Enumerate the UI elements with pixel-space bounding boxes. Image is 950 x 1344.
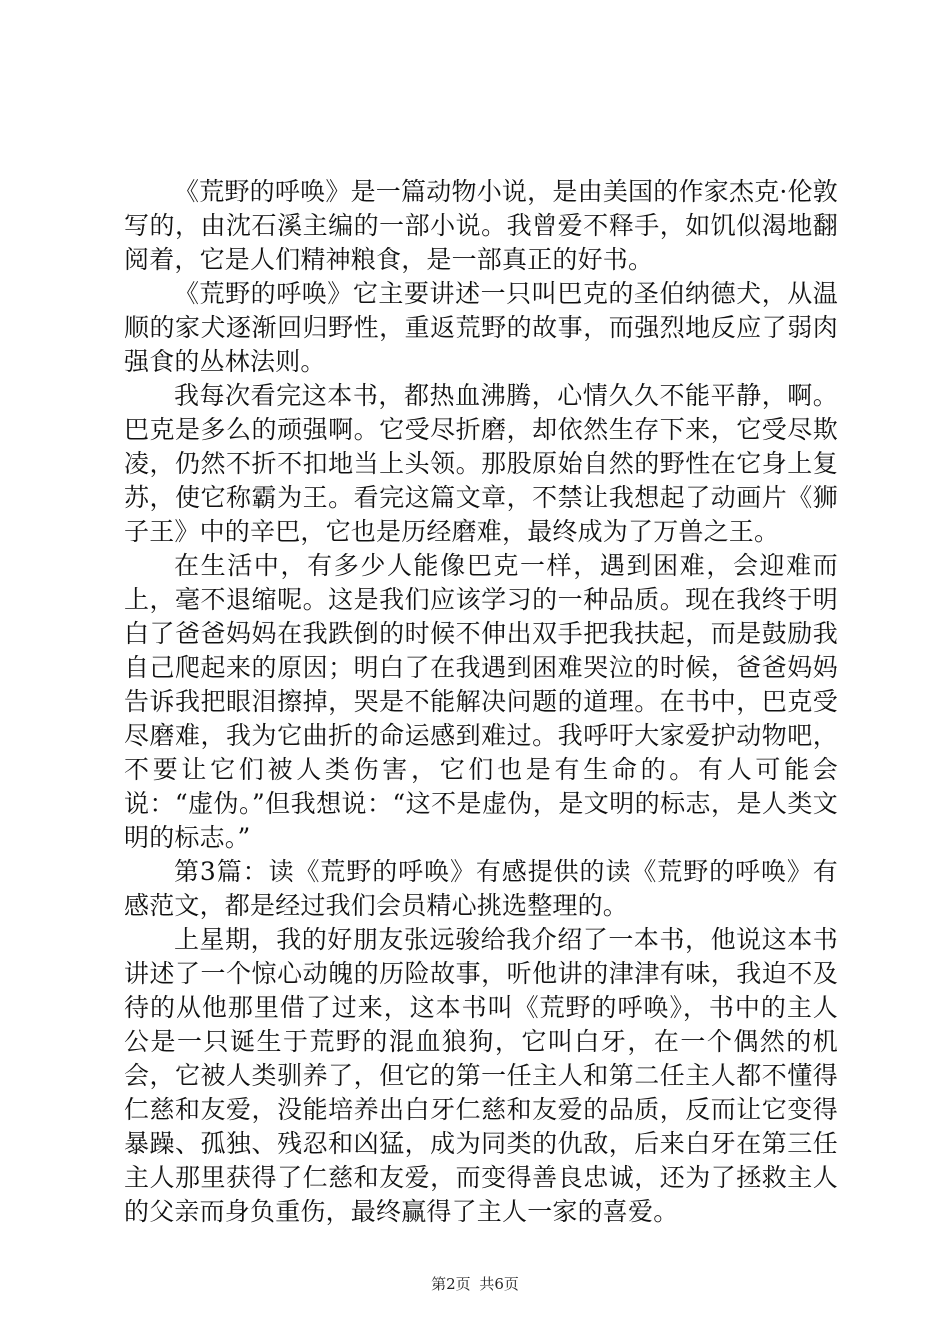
paragraph: 《荒野的呼唤》它主要讲述一只叫巴克的圣伯纳德犬，从温顺的家犬逐渐回归野性，重返荒野的故事，而强烈地反应了弱肉强食的丛林法则。 <box>124 279 838 376</box>
paragraph: 我每次看完这本书，都热血沸腾，心情久久不能平静，啊。巴克是多么的顽强啊。它受尽折磨，却依然生存下来，它受尽欺凌，仍然不折不扣地当上头领。那股原始自然的野性在它身上复苏，使它称霸为王。看完这篇文章，不禁让我想起了动画片《狮子王》中的辛巴，它也是历经磨难，最终成为了万兽之王。 <box>124 381 838 546</box>
document-body <box>124 175 838 1229</box>
page-number: 第2页 <box>431 1275 471 1293</box>
paragraph: 《荒野的呼唤》是一篇动物小说，是由美国的作家杰克·伦敦写的，由沈石溪主编的一部小说。我曾爱不释手，如饥似渴地翻阅着，它是人们精神粮食，是一部真正的好书。 <box>124 177 838 274</box>
paragraph: 上星期，我的好朋友张远骏给我介绍了一本书，他说这本书讲述了一个惊心动魄的历险故事，听他讲的津津有味，我迫不及待的从他那里借了过来，这本书叫《荒野的呼唤》，书中的主人公是一只诞生于荒野的混血狼狗，它叫白牙，在一个偶然的机会，它被人类驯养了，但它的第一任主人和第二任主人都不懂得仁慈和友爱，没能培养出白牙仁慈和友爱的品质，反而让它变得暴躁、孤独、残忍和凶猛，成为同类的仇敌，后来白牙在第三任主人那里获得了仁慈和友爱，而变得善良忠诚，还为了拯救主人的父亲而身负重伤，最终赢得了主人一家的喜爱。 <box>124 925 838 1226</box>
paragraph-section-heading: 第3篇：读《荒野的呼唤》有感提供的读《荒野的呼唤》有感范文，都是经过我们会员精心挑选整理的。 <box>124 857 838 920</box>
paragraph: 在生活中，有多少人能像巴克一样，遇到困难，会迎难而上，毫不退缩呢。这是我们应该学习的一种品质。现在我终于明白了爸爸妈妈在我跌倒的时候不伸出双手把我扶起，而是鼓励我自己爬起来的原因；明白了在我遇到困难哭泣的时候，爸爸妈妈告诉我把眼泪擦掉，哭是不能解决问题的道理。在书中，巴克受尽磨难，我为它曲折的命运感到难过。我呼吁大家爱护动物吧，不要让它们被人类伤害，它们也是有生命的。有人可能会说：“虚伪。”但我想说：“这不是虚伪，是文明的标志，是人类文明的标志。” <box>124 551 838 852</box>
page-footer <box>0 1274 950 1294</box>
page-total: 共6页 <box>479 1275 519 1293</box>
